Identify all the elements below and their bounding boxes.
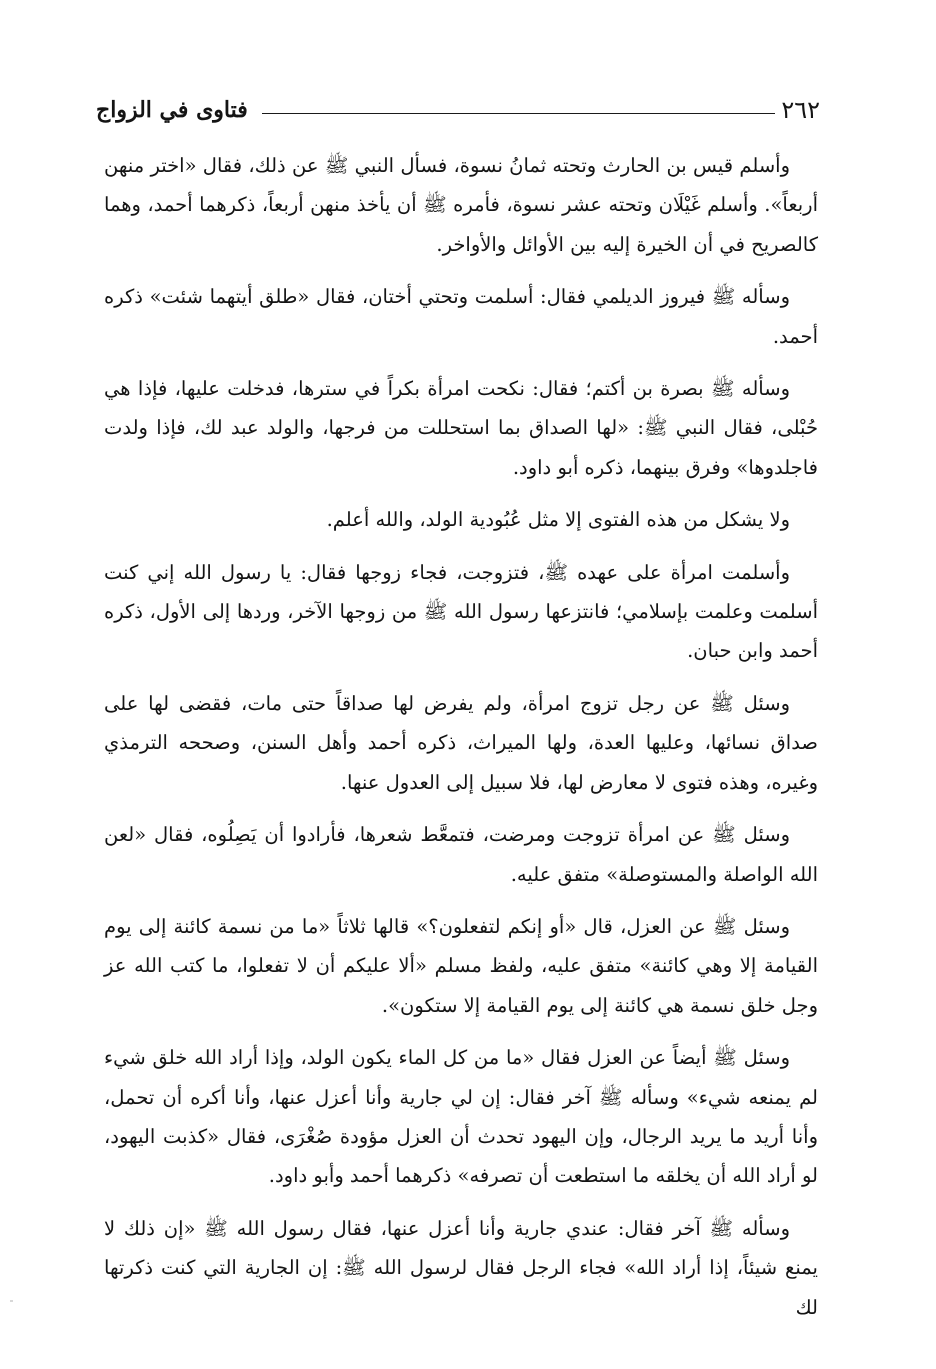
paragraph-ubudiyya: ولا يشكل من هذه الفتوى إلا مثل عُبُودية الولد، والله أعلم. xyxy=(326,508,790,532)
paragraph-azl-1: وسئل ﷺ عن العزل، قال «أو إنكم لتفعلون؟» قالها ثلاثاً «ما من نسمة كائنة إلى يوم القيامة إلا وهي كائنة» متفق عليه، ولفظ مسلم «ألا عليكم أن لا تفعلوا، ما كتب الله عز وجل خلق نسمة هي كائنة إلى يوم القيامة إلا ستكون». xyxy=(104,914,818,1017)
paragraph-muslim-woman: وأسلمت امرأة على عهده ﷺ، فتزوجت، فجاء زوجها فقال: يا رسول الله إني كنت أسلمت وعلمت بإسلامي؛ فانتزعها رسول الله ﷺ من زوجها الآخر، وردها إلى الأول، ذكره أحمد وابن حبان. xyxy=(104,560,818,663)
running-title: فتاوى في الزواج xyxy=(96,97,248,123)
paragraph-basra: وسأله ﷺ بصرة بن أكتم؛ فقال: نكحت امرأة بكراً في سترها، فدخلت عليها، فإذا هي حُبْلى، فقال النبي ﷺ: «لها الصداق بما استحللت من فرجها، والولد عبد لك، فإذا ولدت فاجلدوها» وفرق بينهما، ذكره أبو داود. xyxy=(104,377,818,479)
paragraph-fayruz: وسأله ﷺ فيروز الديلمي فقال: أسلمت وتحتي أختان، فقال «طلق أيتهما شئت» ذكره أحمد. xyxy=(104,285,818,348)
page-number: ٢٦٢ xyxy=(781,96,820,124)
paragraph-azl-2: وسئل ﷺ أيضاً عن العزل فقال «ما من كل الماء يكون الولد، وإذا أراد الله خلق شيء لم يمنعه شيء» وسأله ﷺ آخر فقال: إن لي جارية وأنا أعزل عنها، وأنا أكره أن تحمل، وأنا أريد ما يريد الرجال، وإن اليهود تحدث أن العزل مؤودة صُغْرَى، فقال «كذبت اليهود، لو أراد الله أن يخلقه ما استطعت أن تصرفه» ذكرهما أحمد وأبو داود. xyxy=(104,1046,818,1188)
paragraph-wasila: وسئل ﷺ عن امرأة تزوجت ومرضت، فتمعَّط شعرها، فأرادوا أن يَصِلُوه، فقال «لعن الله الواصلة والمستوصلة» متفق عليه. xyxy=(104,823,818,886)
paragraph-jariya: وسأله ﷺ آخر فقال: عندي جارية وأنا أعزل عنها، فقال رسول الله ﷺ «إن ذلك لا يمنع شيئاً، إذا أراد الله» فجاء الرجل فقال لرسول الله ﷺ: إن الجارية التي كنت ذكرتها لك xyxy=(104,1216,818,1319)
body-text xyxy=(104,146,818,1327)
running-header xyxy=(96,92,820,128)
scan-speck xyxy=(10,1300,13,1302)
header-rule xyxy=(262,113,776,114)
paragraph-sadaq: وسئل ﷺ عن رجل تزوج امرأة، ولم يفرض لها صداقاً حتى مات، فقضى لها على صداق نسائها، وعليها العدة، ولها الميراث، ذكره أحمد وأهل السنن، وصححه الترمذي وغيره، وهذه فتوى لا معارض لها، فلا سبيل إلى العدول عنها. xyxy=(104,691,818,794)
paragraph-qays: وأسلم قيس بن الحارث وتحته ثمانُ نسوة، فسأل النبي ﷺ عن ذلك، فقال «اختر منهن أربعاً». وأسلم غَيْلَان وتحته عشر نسوة، فأمره ﷺ أن يأخذ منهن أربعاً، ذكرهما أحمد، وهما كالصريح في أن الخيرة إليه بين الأوائل والأواخر. xyxy=(104,154,818,256)
